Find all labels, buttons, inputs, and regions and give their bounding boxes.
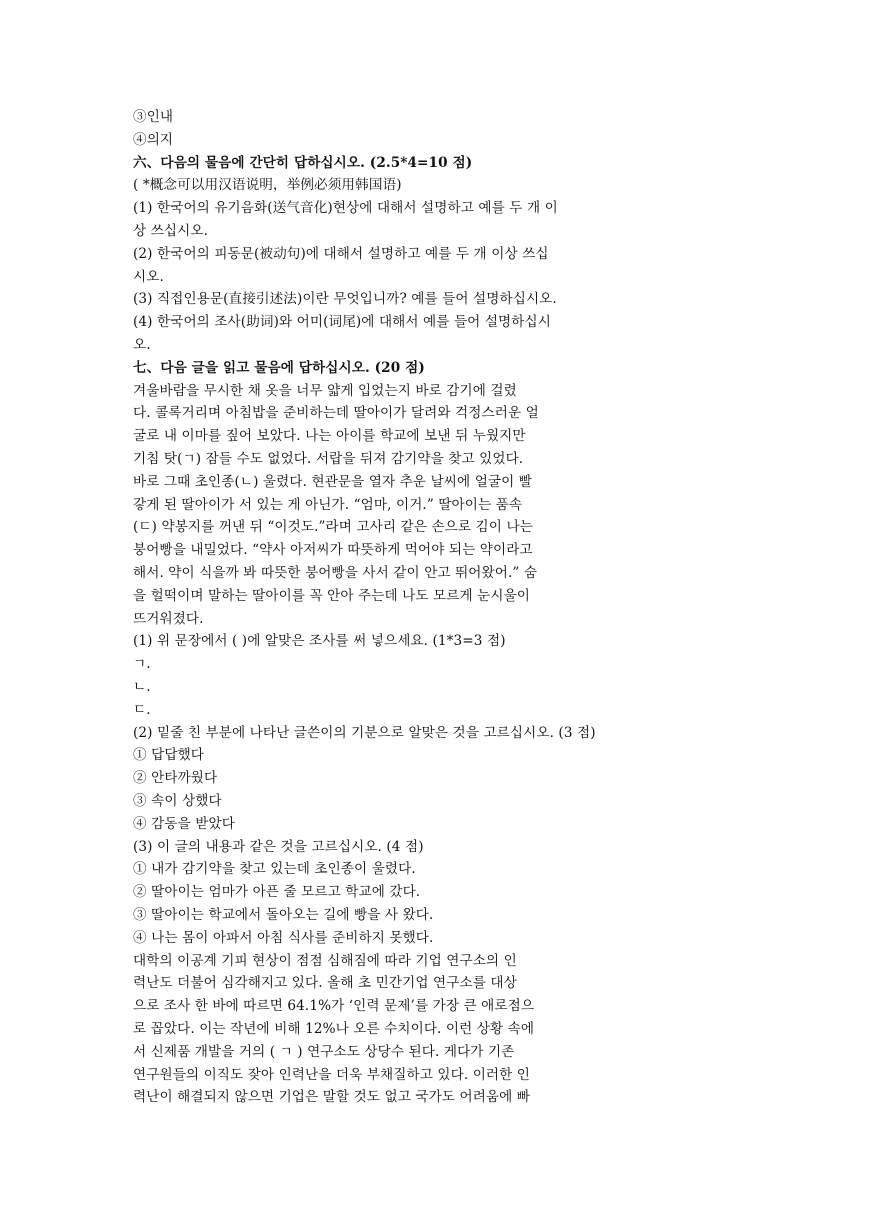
text-line: ② 안타까웠다 bbox=[133, 770, 218, 787]
section-heading: 六、다음의 물음에 간단히 답하십시오. (2.5*4=10 점) bbox=[133, 154, 473, 171]
text-line: 겨울바람을 무시한 채 옷을 너무 얇게 입었는지 바로 감기에 걸렸 bbox=[133, 382, 517, 399]
text-line: ③ 속이 상했다 bbox=[133, 793, 222, 809]
text-line: 로 꼽았다. 이는 작년에 비해 12%나 오른 수치이다. 이런 상황 속에 bbox=[133, 1021, 535, 1037]
text-line: 서 신제품 개발을 거의 ( ㄱ ) 연구소도 상당수 된다. 게다가 기존 bbox=[133, 1043, 515, 1060]
text-line: 오. bbox=[133, 337, 151, 353]
text-line: 으로 조사 한 바에 따르면 64.1%가 ‘인력 문제’를 가장 큰 애로점으 bbox=[133, 998, 535, 1015]
text-line: (1) 한국어의 유기음화(送气音化)현상에 대해서 설명하고 예를 두 개 이 bbox=[133, 200, 558, 217]
text-line: 굴로 내 이마를 짚어 보았다. 나는 아이를 학교에 보낸 뒤 누웠지만 bbox=[133, 428, 526, 445]
text-line: 력난이 해결되지 않으면 기업은 말할 것도 없고 국가도 어려움에 빠 bbox=[133, 1089, 531, 1106]
text-line: 뜨거워졌다. bbox=[133, 610, 204, 627]
text-line: ① 내가 감기약을 찾고 있는데 초인종이 울렸다. bbox=[133, 861, 416, 878]
text-line: ㄷ. bbox=[133, 701, 151, 718]
text-line: 대학의 이공계 기피 현상이 점점 심해짐에 따라 기업 연구소의 인 bbox=[133, 952, 517, 969]
text-line: 시오. bbox=[133, 268, 164, 285]
text-line: 상 쓰십시오. bbox=[133, 223, 208, 239]
text-line: (3) 이 글의 내용과 같은 것을 고르십시오. (4 점) bbox=[133, 838, 424, 855]
text-line: 바로 그때 초인종(ㄴ) 울렸다. 현관문을 열자 추운 날씨에 얼굴이 빨 bbox=[133, 473, 533, 490]
text-line: 붕어빵을 내밀었다. “약사 아저씨가 따뜻하게 먹어야 되는 약이라고 bbox=[133, 542, 533, 559]
text-line: (ㄷ) 약봉지를 꺼낸 뒤 “이것도.”라며 고사리 같은 손으로 김이 나는 bbox=[133, 519, 533, 536]
text-line: ② 딸아이는 엄마가 아픈 줄 모르고 학교에 갔다. bbox=[133, 884, 421, 901]
text-line: 다. 콜록거리며 아침밥을 준비하는데 딸아이가 달려와 걱정스러운 얼 bbox=[133, 405, 539, 422]
text-line: 갛게 된 딸아이가 서 있는 게 아닌가. “엄마, 이거.” 딸아이는 품속 bbox=[133, 496, 523, 513]
section-heading: 七、다음 글을 읽고 물음에 답하십시오. (20 점) bbox=[133, 359, 425, 376]
text-line: ㄱ. bbox=[133, 656, 151, 673]
text-line: (3) 직접인용문(直接引述法)이란 무엇입니까? 예를 들어 설명하십시오. bbox=[133, 291, 557, 308]
text-line: ㄴ. bbox=[133, 679, 151, 695]
text-line: 을 헐떡이며 말하는 딸아이를 꼭 안아 주는데 나도 모르게 눈시울이 bbox=[133, 587, 531, 604]
text-line: (2) 한국어의 피동문(被动句)에 대해서 설명하고 예를 두 개 이상 쓰십 bbox=[133, 245, 549, 262]
text-line: 기침 탓(ㄱ) 잠들 수도 없었다. 서랍을 뒤져 감기약을 찾고 있었다. bbox=[133, 451, 524, 467]
text-line: 연구원들의 이직도 잦아 인력난을 더욱 부채질하고 있다. 이러한 인 bbox=[133, 1066, 531, 1083]
text-line: ① 답답했다 bbox=[133, 747, 205, 764]
text-line: (1) 위 문장에서 ( )에 알맞은 조사를 써 넣으세요. (1*3=3 점) bbox=[133, 633, 506, 650]
text-line: (2) 밑줄 친 부분에 나타난 글쓴이의 기분으로 알맞은 것을 고르십시오. (3 점) bbox=[133, 724, 596, 741]
text-line: ④ 감동을 받았다 bbox=[133, 815, 235, 832]
text-line: 력난도 더불어 심각해지고 있다. 올해 초 민간기업 연구소를 대상 bbox=[133, 975, 517, 992]
text-line: 해서. 약이 식을까 봐 따뜻한 붕어빵을 사서 같이 안고 뛰어왔어.” 숨 bbox=[133, 565, 538, 581]
text-line: ③인내 bbox=[133, 109, 174, 125]
text-line: ( *概念可以用汉语说明，举例必须用韩国语) bbox=[133, 177, 402, 194]
text-line: (4) 한국어의 조사(助词)와 어미(词尾)에 대해서 예를 들어 설명하십시 bbox=[133, 314, 551, 331]
text-line: ③ 딸아이는 학교에서 돌아오는 길에 빵을 사 왔다. bbox=[133, 907, 434, 923]
text-line: ④의지 bbox=[133, 131, 174, 148]
text-line: ④ 나는 몸이 아파서 아침 식사를 준비하지 못했다. bbox=[133, 929, 434, 946]
